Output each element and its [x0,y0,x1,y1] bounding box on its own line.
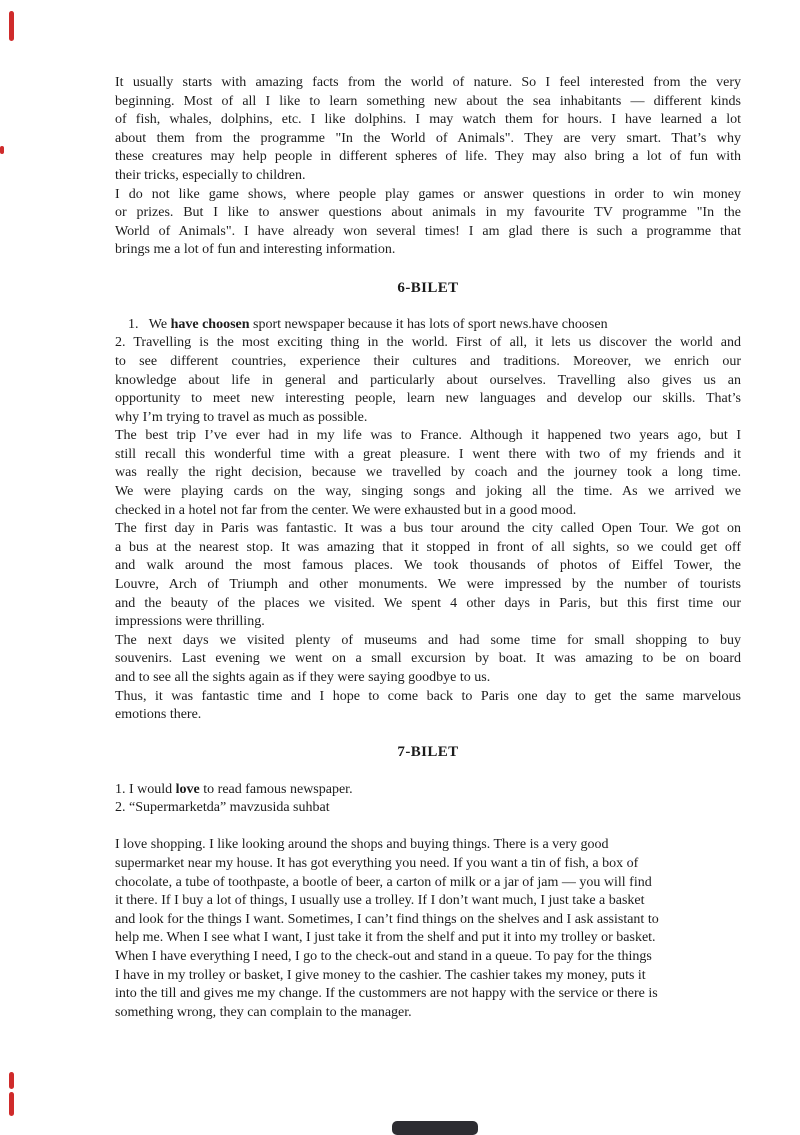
text-line: to see different countries, experience their cultures and traditions. Moreover, we enrich our [115,353,741,369]
blank-line [115,762,741,781]
bilet-7-item-1 [115,781,741,800]
heading-bilet-6: 6-BILET [397,279,459,296]
text-line: brings me a lot of fun and interesting information. [115,242,396,258]
text-line: supermarket near my house. It has got everything you need. If you want a tin of fish, a box of [115,855,639,871]
text-line: still recall this wonderful time with a great pleasure. I went there with two of my friends and it [115,446,741,462]
text-line: souvenirs. Last evening we went on a small excursion by boat. It was amazing to be on board [115,651,741,667]
text-line: these creatures may help people in different spheres of life. They may also bring a lot of fun with [115,149,741,165]
heading-bilet-7: 7-BILET [397,744,459,761]
paragraph-paris-first-day [115,520,741,632]
text-line: chocolate, a tube of toothpaste, a bootle of beer, a carton of milk or a jar of jam — you will find [115,874,652,890]
text-line: I have in my trolley or basket, I give money to the cashier. The cashier takes my money, puts it [115,967,646,983]
text-line: 1. I would love to read famous newspaper. [115,781,353,797]
text-line: about them from the programme "In the World of Animals". They are very smart. That’s why [115,130,741,146]
blank-line [115,818,741,837]
text-line: knowledge about life in general and particularly about ourselves. Travelling also gives us an [115,372,741,388]
bottom-ui-pill[interactable] [392,1121,478,1135]
blank-line [115,260,741,279]
text-line: something wrong, they can complain to the manager. [115,1004,412,1020]
text-line: emotions there. [115,707,202,723]
text-line: why I’m trying to travel as much as possible. [115,409,368,425]
red-edge-mark-side [0,146,4,154]
document-blocks [115,74,741,1022]
paragraph-shopping [115,836,741,1022]
text-line: was really the right decision, because we travelled by coach and the journey took a long time. [115,465,741,481]
text-line: a bus at the nearest stop. It was amazing that it stopped in front of all sights, so we could get off [115,539,741,555]
bilet-6-item-1 [115,316,741,335]
red-edge-mark-top [9,11,14,41]
paragraph-tv-programme [115,74,741,186]
paragraph-conclusion [115,688,741,725]
text-line: opportunity to meet new interesting people, learn new languages and develop our skills. That’s [115,391,741,407]
text-line: World of Animals". I have already won several times! I am glad there is such a programme that [115,223,741,239]
blank-line [115,725,741,744]
text-line: The best trip I’ve ever had in my life was to France. Although it happened two years ago, but I [115,428,741,444]
blank-line [115,297,741,316]
text-line: and the beauty of the places we visited. We spent 4 other days in Paris, but this first time our [115,595,741,611]
text-line: impressions were thrilling. [115,614,265,630]
paragraph-best-trip [115,427,741,520]
text-line: of fish, whales, dolphins, etc. I like dolphins. I may watch them for hours. I have learned a lot [115,112,741,128]
text-line: 2. “Supermarketda” mavzusida suhbat [115,800,330,816]
text-line: and look for the things I want. Sometimes, I can’t find things on the shelves and I ask assistant to [115,911,659,927]
text-line: The first day in Paris was fantastic. It was a bus tour around the city called Open Tour. We got on [115,521,741,537]
text-line: beginning. Most of all I like to learn something new about the sea inhabitants — different kinds [115,93,741,109]
text-line: The next days we visited plenty of museums and had some time for small shopping to buy [115,632,741,648]
text-line: and walk around the most famous places. We took thousands of photos of Eiffel Tower, the [115,558,741,574]
paragraph-museums [115,632,741,688]
text-line: checked in a hotel not far from the center. We were exhausted but in a good mood. [115,502,577,518]
text-line: 1. We have choosen sport newspaper because it has lots of sport news.have choosen [128,316,608,332]
red-edge-mark-bottom-upper [9,1072,14,1089]
text-line: or prizes. But I like to answer questions about animals in my favourite TV programme "In the [115,205,741,221]
red-edge-mark-bottom-lower [9,1092,14,1116]
text-line: We were playing cards on the way, singing songs and joking all the time. As we arrived we [115,484,741,500]
text-line: 2. Travelling is the most exciting thing in the world. First of all, it lets us discover the world and [115,335,741,351]
text-line: their tricks, especially to children. [115,167,306,183]
document-content [115,74,741,1022]
text-line: it there. If I buy a lot of things, I usually use a trolley. If I don’t want much, I just take a basket [115,893,645,909]
text-line: Thus, it was fantastic time and I hope to come back to Paris one day to get the same marvelous [115,688,741,704]
text-line: into the till and gives me my change. If the custommers are not happy with the service or there is [115,986,658,1002]
paragraph-game-shows [115,186,741,260]
text-line: I do not like game shows, where people play games or answer questions in order to win money [115,186,741,202]
text-line: When I have everything I need, I go to the check-out and stand in a queue. To pay for the things [115,948,652,964]
bilet-7-item-2 [115,799,741,818]
text-line: help me. When I see what I want, I just take it from the shelf and put it into my trolley or basket. [115,930,656,946]
text-line: I love shopping. I like looking around the shops and buying things. There is a very good [115,837,609,853]
text-line: It usually starts with amazing facts from the world of nature. So I feel interested from the very [115,75,741,90]
paragraph-travelling [115,334,741,427]
text-line: and to see all the sights again as if they were saying goodbye to us. [115,670,491,685]
text-line: Louvre, Arch of Triumph and other monuments. We were impressed by the number of tourists [115,577,741,593]
